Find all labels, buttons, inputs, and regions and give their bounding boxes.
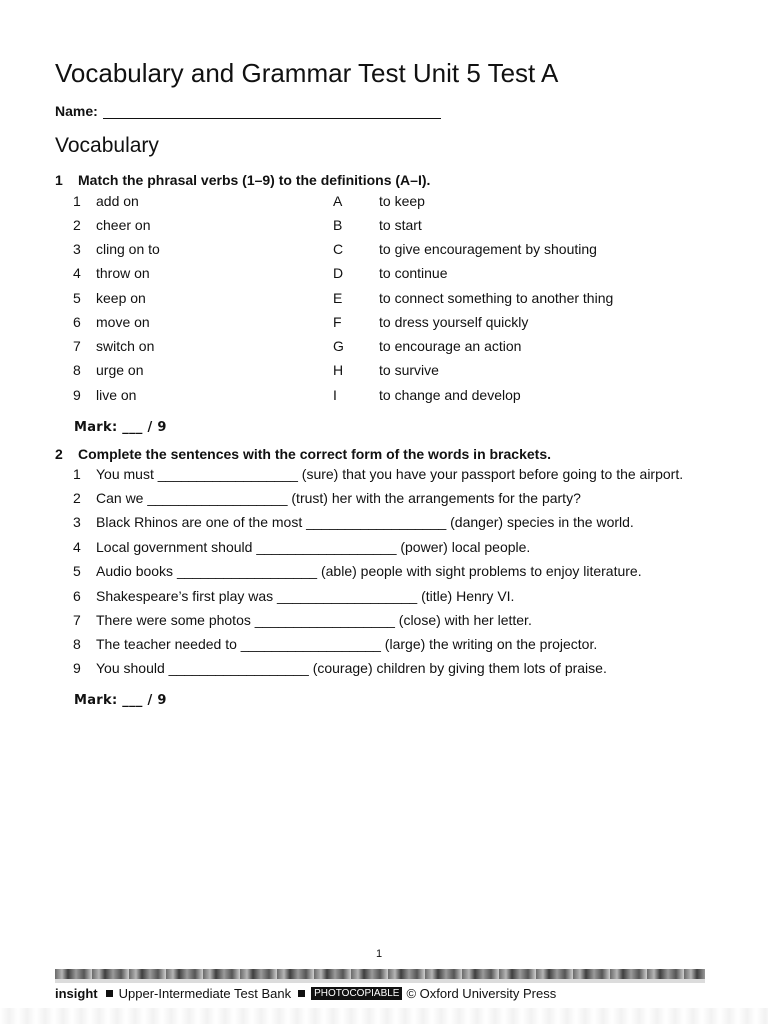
question-instruction: Complete the sentences with the correct form of the words in brackets. xyxy=(78,446,551,462)
square-bullet-icon xyxy=(298,990,305,997)
definition-letter: H xyxy=(333,362,344,378)
footer-banner-image xyxy=(55,969,705,979)
phrasal-verb: move on xyxy=(96,314,150,330)
sentence-row xyxy=(0,588,768,608)
definition: to continue xyxy=(379,265,448,281)
name-label: Name: xyxy=(55,103,98,119)
item-number: 2 xyxy=(73,217,81,233)
match-row xyxy=(0,338,768,358)
footer-banner-divider xyxy=(55,979,705,983)
page-number: 1 xyxy=(375,948,383,960)
item-number: 6 xyxy=(73,314,81,330)
sentence-row xyxy=(0,466,768,486)
item-number: 2 xyxy=(73,490,81,506)
definition: to encourage an action xyxy=(379,338,522,354)
copyright-text: © Oxford University Press xyxy=(406,986,557,1001)
sentence-row xyxy=(0,514,768,534)
question-number: 2 xyxy=(55,446,63,462)
match-row xyxy=(0,362,768,382)
definition-letter: D xyxy=(333,265,344,281)
item-number: 6 xyxy=(73,588,81,604)
bottom-texture xyxy=(0,1008,768,1024)
item-number: 1 xyxy=(73,466,81,482)
footer xyxy=(55,986,556,1001)
match-row xyxy=(0,265,768,285)
item-number: 8 xyxy=(73,362,81,378)
sentence-text: Local government should __________________ (power) local people. xyxy=(96,539,531,555)
definition: to start xyxy=(379,217,422,233)
sentence-row xyxy=(0,636,768,656)
definition-letter: F xyxy=(333,314,342,330)
sentence-text: Audio books __________________ (able) people with sight problems to enjoy literature. xyxy=(96,563,642,579)
definition: to survive xyxy=(379,362,439,378)
phrasal-verb: urge on xyxy=(96,362,144,378)
sentence-row xyxy=(0,539,768,559)
definition-letter: A xyxy=(333,193,343,209)
match-row xyxy=(0,193,768,213)
sentence-text: Shakespeare’s first play was __________________ (title) Henry VI. xyxy=(96,588,515,604)
item-number: 1 xyxy=(73,193,81,209)
definition-letter: G xyxy=(333,338,344,354)
sentence-text: There were some photos __________________ (close) with her letter. xyxy=(96,612,532,628)
match-row xyxy=(0,217,768,237)
sentence-row xyxy=(0,563,768,583)
mark-field: Mark: ___ / 9 xyxy=(74,420,167,435)
definition: to connect something to another thing xyxy=(379,290,614,306)
definition: to give encouragement by shouting xyxy=(379,241,597,257)
page-title: Vocabulary and Grammar Test Unit 5 Test A xyxy=(55,58,559,88)
item-number: 7 xyxy=(73,612,81,628)
sentence-text: The teacher needed to __________________ (large) the writing on the projector. xyxy=(96,636,598,652)
phrasal-verb: add on xyxy=(96,193,139,209)
square-bullet-icon xyxy=(106,990,113,997)
question-2-heading xyxy=(55,446,551,462)
brand-logo: insight xyxy=(55,986,98,1001)
sentence-text: Black Rhinos are one of the most __________________ (danger) species in the world. xyxy=(96,514,634,530)
phrasal-verb: cheer on xyxy=(96,217,151,233)
definition-letter: E xyxy=(333,290,343,306)
phrasal-verb: keep on xyxy=(96,290,146,306)
item-number: 7 xyxy=(73,338,81,354)
item-number: 3 xyxy=(73,514,81,530)
phrasal-verb: live on xyxy=(96,387,137,403)
sentence-text: You must __________________ (sure) that you have your passport before going to the airport. xyxy=(96,466,684,482)
item-number: 3 xyxy=(73,241,81,257)
question-number: 1 xyxy=(55,172,63,188)
phrasal-verb: cling on to xyxy=(96,241,160,257)
item-number: 4 xyxy=(73,265,81,281)
item-number: 8 xyxy=(73,636,81,652)
definition-letter: I xyxy=(333,387,337,403)
definition: to dress yourself quickly xyxy=(379,314,529,330)
item-number: 9 xyxy=(73,387,81,403)
sentence-row xyxy=(0,612,768,632)
sentence-row xyxy=(0,660,768,680)
match-row xyxy=(0,290,768,310)
definition-letter: C xyxy=(333,241,344,257)
sentence-row xyxy=(0,490,768,510)
question-1-heading xyxy=(55,172,430,188)
match-row xyxy=(0,241,768,261)
item-number: 5 xyxy=(73,290,81,306)
definition: to keep xyxy=(379,193,425,209)
definition: to change and develop xyxy=(379,387,521,403)
item-number: 5 xyxy=(73,563,81,579)
match-row xyxy=(0,314,768,334)
item-number: 4 xyxy=(73,539,81,555)
test-bank-label: Upper-Intermediate Test Bank xyxy=(118,986,292,1001)
section-title: Vocabulary xyxy=(55,134,159,157)
item-number: 9 xyxy=(73,660,81,676)
phrasal-verb: switch on xyxy=(96,338,155,354)
match-row xyxy=(0,387,768,407)
name-line xyxy=(103,118,441,119)
sentence-text: You should __________________ (courage) children by giving them lots of praise. xyxy=(96,660,607,676)
question-instruction: Match the phrasal verbs (1–9) to the definitions (A–I). xyxy=(78,172,431,188)
mark-field: Mark: ___ / 9 xyxy=(74,693,167,708)
photocopiable-badge: PHOTOCOPIABLE xyxy=(311,987,402,1000)
definition-letter: B xyxy=(333,217,343,233)
phrasal-verb: throw on xyxy=(96,265,150,281)
sentence-text: Can we __________________ (trust) her with the arrangements for the party? xyxy=(96,490,581,506)
